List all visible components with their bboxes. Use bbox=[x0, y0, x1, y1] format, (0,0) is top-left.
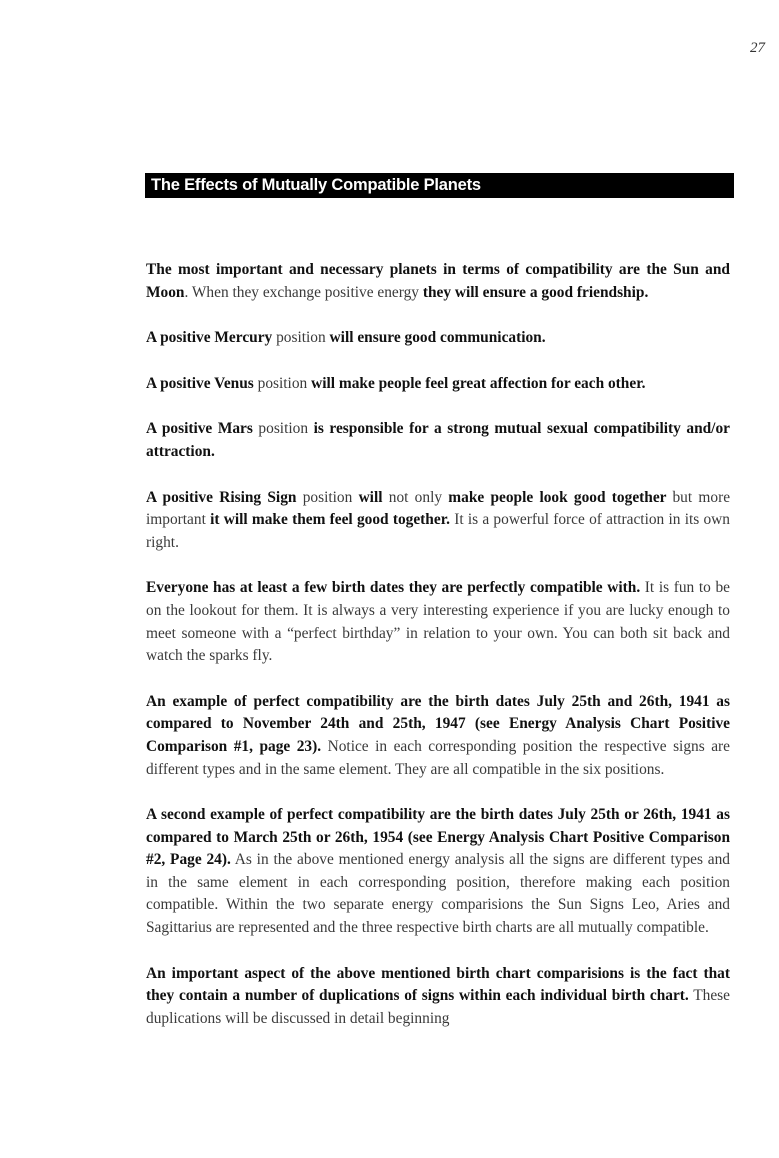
bold-text-run: A positive Mercury bbox=[146, 329, 277, 347]
text-run: Notice in each corresponding position the respective signs are different types and in the same element. They are all compatible in the six positions. bbox=[146, 737, 730, 778]
bold-text-run: will ensure good communication. bbox=[329, 329, 546, 347]
text-run: not only bbox=[388, 488, 449, 506]
paragraph bbox=[146, 487, 730, 555]
text-run: position bbox=[257, 374, 312, 392]
bold-text-run: they will ensure a good friendship. bbox=[422, 283, 649, 301]
bold-text-run: The most important and necessary planets in terms of compatibility are the Sun and Moon bbox=[146, 261, 730, 301]
bold-text-run: A positive Rising Sign bbox=[146, 488, 303, 506]
bold-text-run: An example of perfect compatibility are the birth dates July 25th and 26th, 1941 as compared to November 24th and 25th, 1947 (see Energy Analysis Chart Positive Comparison #1, page 23). bbox=[146, 692, 730, 755]
paragraph bbox=[146, 373, 730, 396]
bold-text-run: Everyone has at least a few birth dates they are perfectly compatible with. bbox=[146, 579, 641, 597]
bold-text-run: it will make them feel good together. bbox=[210, 511, 450, 529]
body-text bbox=[146, 259, 730, 1030]
text-run: position bbox=[276, 329, 330, 347]
bold-text-run: will make people feel great affection for each other. bbox=[311, 374, 646, 392]
paragraph bbox=[146, 418, 730, 463]
bold-text-run: A positive Mars bbox=[146, 420, 259, 438]
text-run: As in the above mentioned energy analysis all the signs are different types and in the same element in each corresponding position, therefore making each position compatible. Within the two separate energy comparisions the Sun Signs Leo, Aries and Sagittarius are represented and the three respective birth charts are all mutually compatible. bbox=[146, 851, 730, 937]
paragraph bbox=[146, 259, 730, 304]
bold-text-run: A second example of perfect compatibility are the birth dates July 25th or 26th, 1941 as compared to March 25th or 26th, 1954 (see Energy Analysis Chart Positive Comparison #2, Page 24). bbox=[146, 806, 730, 869]
bold-text-run: will bbox=[358, 488, 389, 506]
text-run: It is a powerful force of attraction in its own right. bbox=[146, 511, 730, 551]
text-run: position bbox=[302, 488, 359, 506]
page-number: 27 bbox=[750, 40, 765, 56]
bold-text-run: A positive Venus bbox=[146, 374, 258, 392]
bold-text-run: An important aspect of the above mentioned birth chart comparisions is the fact that they contain a number of duplications of signs within each individual birth chart. bbox=[146, 964, 730, 1005]
paragraph bbox=[146, 327, 730, 350]
section-heading: The Effects of Mutually Compatible Planets bbox=[145, 173, 734, 198]
paragraph bbox=[146, 691, 730, 781]
text-run: position bbox=[258, 420, 314, 438]
paragraph bbox=[146, 963, 730, 1031]
paragraph bbox=[146, 804, 730, 940]
text-run: These duplications will be discussed in detail beginning bbox=[146, 987, 730, 1027]
bold-text-run: make people look good together bbox=[448, 488, 673, 506]
text-run: It is fun to be on the lookout for them. It is always a very interesting experience if you are lucky enough to meet someone with a “perfect birthday” in relation to your own. You can both sit back and watch the sparks fly. bbox=[146, 579, 730, 665]
paragraph bbox=[146, 577, 730, 667]
text-run: . When they exchange positive energy bbox=[184, 283, 423, 301]
text-run: but more important bbox=[146, 488, 731, 529]
bold-text-run: is responsible for a strong mutual sexual compatibility and/or attraction. bbox=[146, 420, 730, 460]
